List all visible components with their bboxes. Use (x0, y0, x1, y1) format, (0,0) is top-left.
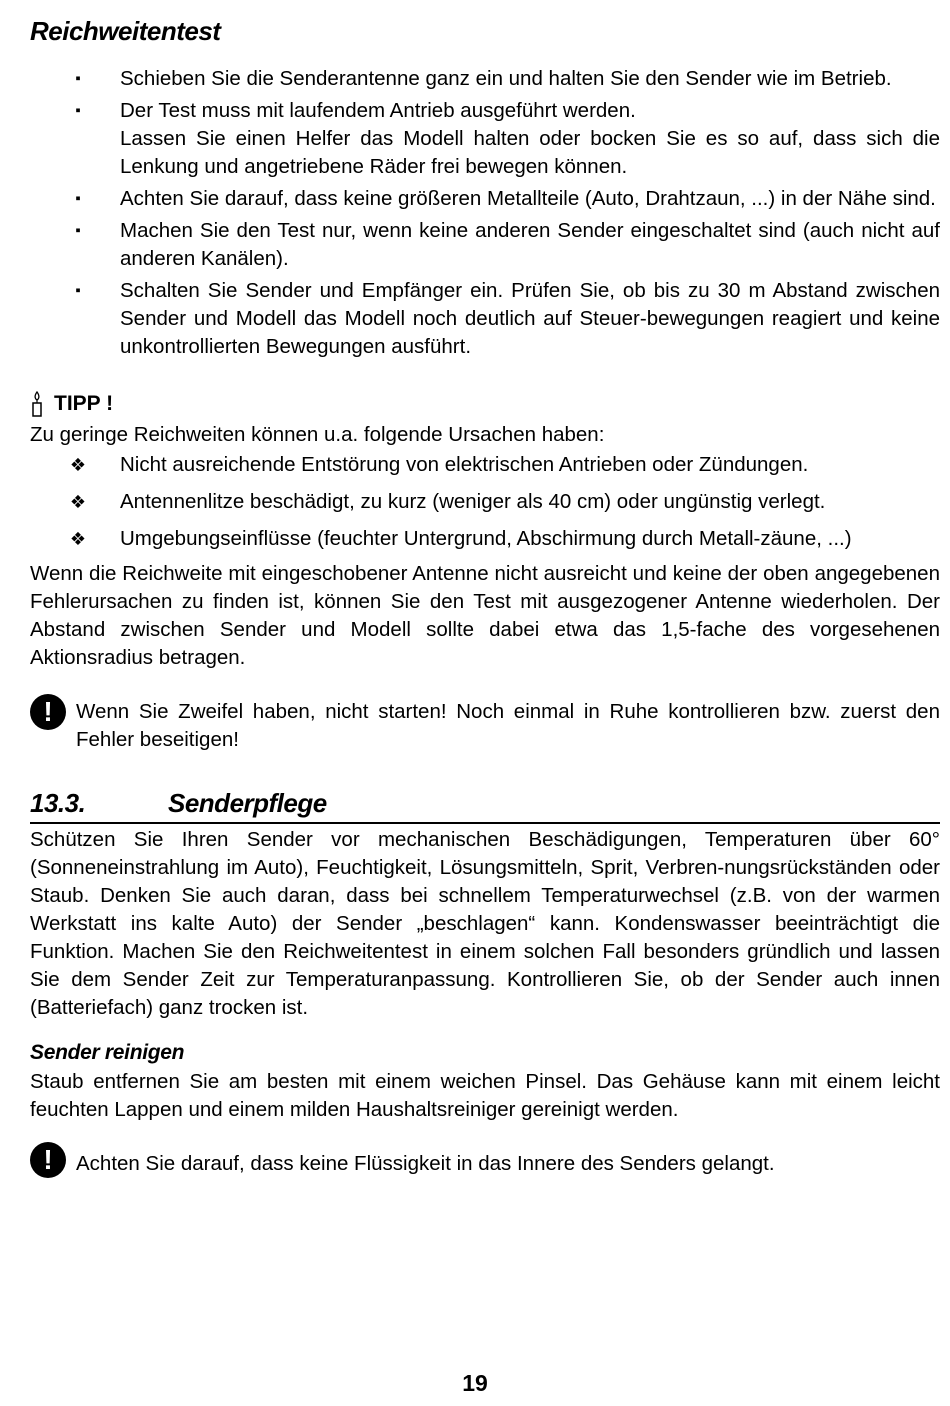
section-title: Reichweitentest (30, 16, 221, 46)
list-item (30, 65, 940, 93)
bullet-square-icon: ▪ (75, 70, 81, 87)
list-item (30, 488, 940, 516)
tipp-heading (30, 387, 940, 421)
warning-note (30, 1146, 940, 1178)
bullet-square-icon: ▪ (75, 102, 81, 119)
bullet-square-icon: ▪ (75, 190, 81, 207)
list-item-continuation: Lassen Sie einen Helfer das Modell halten oder bocken Sie es so auf, dass sich die Lenkung und angetriebene Räder frei bewegen können. (120, 127, 940, 178)
candle-icon (30, 390, 44, 418)
subsection-paragraph: Staub entfernen Sie am besten mit einem weichen Pinsel. Das Gehäuse kann mit einem leicht feuchten Lappen und einem milden Haushaltsreiniger gereinigt werden. (30, 1070, 940, 1121)
tipp-intro: Zu geringe Reichweiten können u.a. folgende Ursachen haben: (30, 423, 605, 446)
exclamation-icon: ! (30, 1142, 66, 1178)
diamond-bullet-icon: ❖ (69, 529, 87, 549)
warning-text: Achten Sie darauf, dass keine Flüssigkeit in das Innere des Senders gelangt. (76, 1152, 775, 1175)
bullet-list (30, 65, 940, 361)
list-item-text: Schalten Sie Sender und Empfänger ein. Prüfen Sie, ob bis zu 30 m Abstand zwischen Sender und Modell das Modell noch deutlich auf Steuer-bewegungen reagiert und keine unkontrollierten Bewegungen ausführt. (120, 279, 940, 358)
list-item (30, 185, 940, 213)
list-item-text: Umgebungseinflüsse (feuchter Untergrund, Abschirmung durch Metall-zäune, ...) (120, 527, 852, 550)
list-item (30, 525, 940, 553)
section-paragraph: Schützen Sie Ihren Sender vor mechanischen Beschädigungen, Temperaturen über 60° (Sonneneinstrahlung im Auto), Feuchtigkeit, Lösungsmitteln, Sprit, Verbren-nungsrückständen oder Staub. Denken Sie auch daran, dass bei schnellem Temperaturwechsel (z.B. von der warmen Werkstatt ins kalte Auto) der Sender „beschlagen“ kann. Kondenswasser beeinträchtigt die Funktion. Machen Sie den Reichweitentest in einem solchen Fall besonders gründlich und lassen Sie dem Sender Zeit zur Temperaturanpassung. Kontrollieren Sie, ob der Sender auch innen (Batteriefach) ganz trocken ist. (30, 828, 940, 1019)
list-item-text: Der Test muss mit laufendem Antrieb ausgeführt werden. (120, 99, 636, 122)
diamond-bullet-icon: ❖ (69, 455, 87, 475)
bullet-square-icon: ▪ (75, 222, 81, 239)
list-item-text: Machen Sie den Test nur, wenn keine anderen Sender eingeschaltet sind (auch nicht auf anderen Kanälen). (120, 219, 940, 270)
warning-note (30, 698, 940, 754)
list-item (30, 97, 940, 181)
cause-list (30, 451, 940, 553)
subsection-title: Sender reinigen (30, 1041, 185, 1064)
section-heading (30, 784, 940, 824)
section-number: 13.3. (30, 788, 86, 818)
list-item-text: Antennenlitze beschädigt, zu kurz (weniger als 40 cm) oder ungünstig verlegt. (120, 490, 826, 513)
warning-text: Wenn Sie Zweifel haben, nicht starten! Noch einmal in Ruhe kontrollieren bzw. zuerst den Fehler beseitigen! (76, 700, 940, 751)
list-item (30, 217, 940, 273)
tipp-label: TIPP ! (54, 392, 114, 415)
document-page (30, 14, 940, 1178)
bullet-square-icon: ▪ (75, 282, 81, 299)
section-title: Senderpflege (168, 788, 327, 818)
page-number: 19 (462, 1370, 488, 1396)
list-item (30, 451, 940, 479)
tipp-paragraph: Wenn die Reichweite mit eingeschobener Antenne nicht ausreicht und keine der oben angegebenen Fehlerursachen zu finden ist, können Sie den Test mit ausgezogener Antenne wiederholen. Der Abstand zwischen Sender und Modell sollte dabei etwa das 1,5-fache des vorgesehenen Aktionsradius betragen. (30, 562, 940, 669)
list-item-text: Schieben Sie die Senderantenne ganz ein und halten Sie den Sender wie im Betrieb. (120, 67, 892, 90)
list-item (30, 277, 940, 361)
diamond-bullet-icon: ❖ (69, 492, 87, 512)
list-item-text: Achten Sie darauf, dass keine größeren Metallteile (Auto, Drahtzaun, ...) in der Nähe sind. (120, 187, 936, 210)
list-item-text: Nicht ausreichende Entstörung von elektrischen Antrieben oder Zündungen. (120, 453, 809, 476)
exclamation-icon: ! (30, 694, 66, 730)
